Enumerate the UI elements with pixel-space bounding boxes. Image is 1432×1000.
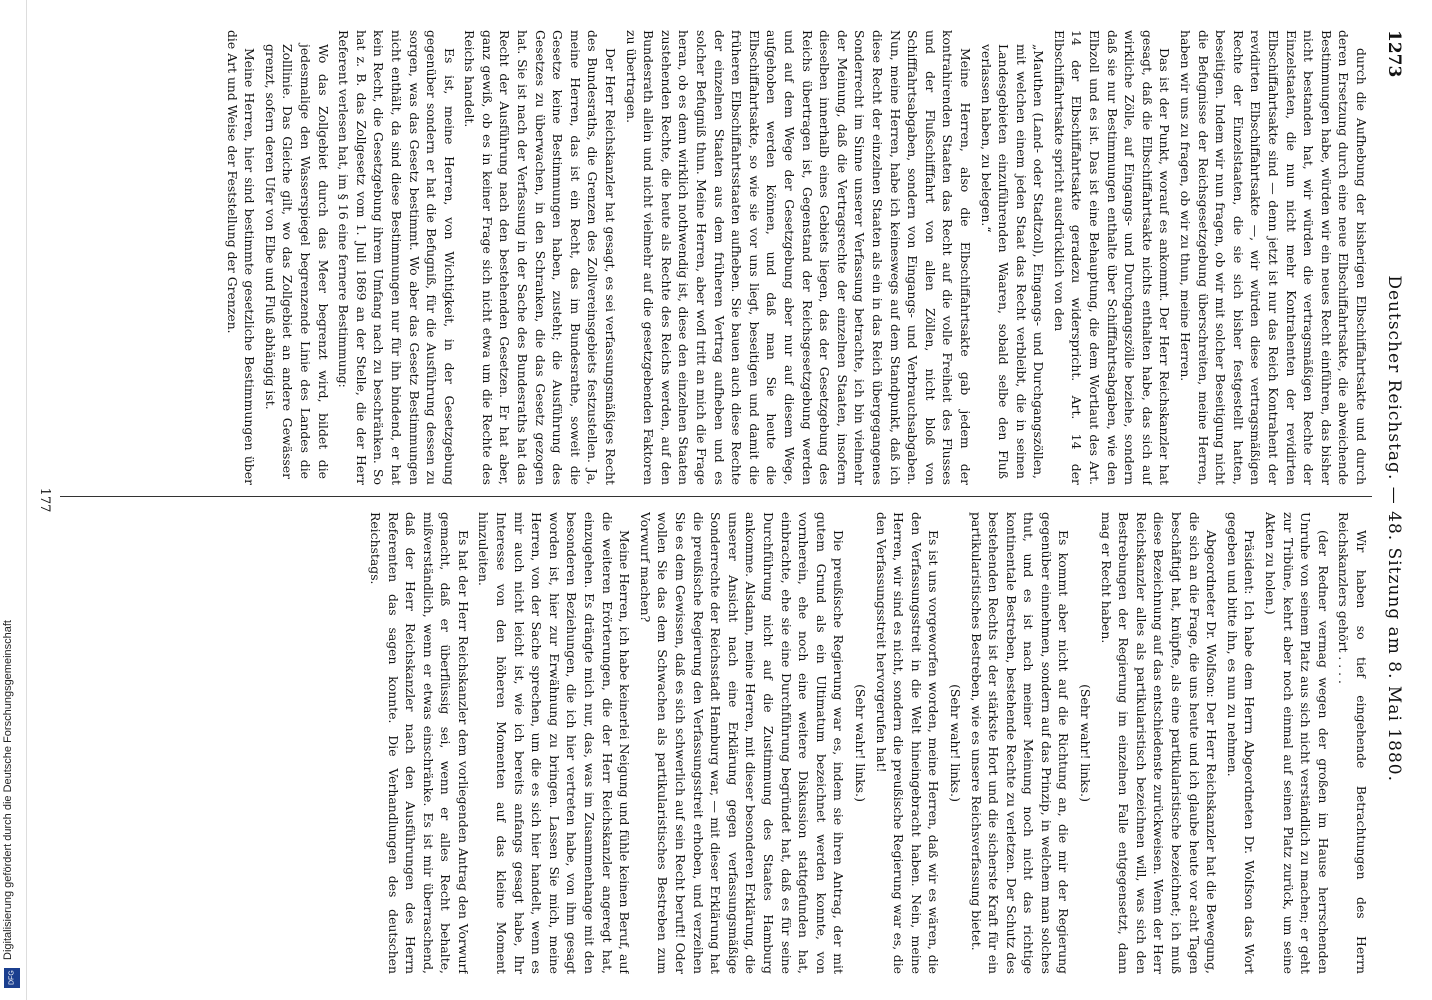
newspaper-page <box>26 0 1414 1000</box>
paragraph: Meine Herren, also die Elbschiffahrtsakte gab jedem der kontrahirenden Staaten das Recht auf die volle Freiheit des Flusses und der Flußschifffahrt von allen Zöllen, nicht bloß von Schifffahrtsabgaben, sondern von Eingangs- und Verbrauchsabgaben. Nun, meine Herren, habe ich keineswegs auf dem Standpunkt, daß ich diese Recht der einzelnen Staaten als ein in das Reich übergegangenes Sonderrecht im Sinne unserer Verfassung betrachte, ich bin vielmehr der Meinung, daß die Vertragsrechte der einzelnen Staaten, insofern dieselben innerhalb eines Gebiets liegen, das der Gesetzgebung des Reichs übertragen ist, Gegenstand der Reichsgesetzgebung werden und auf dem Wege der Gesetzgebung aber nur auf diesem Wege, aufgehoben werden können, und daß man Sie heute die Elbschiffahrtsakte, so wie sie vor uns liegt, beseitigen und damit die früheren Elbschiffahrtsstaaten aufheben. Sie bauen auch diese Rechte der einzelnen Staaten aus dem früheren Vertrag aufheben und es solcher Befugniß thun. Meine Herren, aber wofl tritt an mich die Frage heran, ob es denn wirklich nothwendig ist, diese den einzelnen Staaten zustehenden Rechte, die heute als Rechte des Reichs werden, auf den Bundesrath allein und nicht vielmehr auf die gesetzgebenden Faktoren zu übertragen. <box>623 30 973 485</box>
digitization-note: Digitalisierung gefördert durch die Deutsche Forschungsgemeinschaft <box>2 620 14 960</box>
paragraph: Die preußische Regierung war es, indem sie ihren Antrag, der mit gutem Grund als ein Ultimatum bezeichnet werden konnte, von vornherein, ehe noch eine weitere Diskussion stattgefunden hat, einbrachte, ehe sie eine Durchführung begründet hat, daß es für seine Durchführung nicht auf die Zustimmung des Staates Hamburg ankomme. Alsdann, meine Herren, mit dieser besonderen Erklärung, die unserer Ansicht nach eine Erklärung gegen verfassungsmäßige Sonderrechte der Reichsstadt Hamburg war, — mit dieser Erklärung hat die preußische Regierung den Verfassungsstreit erhoben, und verzeihen Sie es dem Gewissen, daß es sich schwerlich auf sein Recht beruft! Oder wollen Sie das dem Schwachen als partikularistisches Bestreben zum Vorwurf machen? <box>637 512 847 974</box>
page-footer <box>34 0 52 1000</box>
paragraph: Das ist der Punkt, worauf es ankommt. Der Herr Reichskanzler hat gesagt, daß die Elbschiffahrtsakte nichts enthalten habe, das sich auf wirkliche Zölle, auf Eingangs- und Durchgangszölle beziehe, sondern daß sie nur Bestimmungen enthalte über Schifffahrtsabgaben, wie den Elbzoll und es ist. Das ist eine Behauptung, die dem Wortlaut des Art. 14 der Elbschiffahrtsakte geradezu widerspricht. Art. 14 der Elbschiffahrtsakte spricht ausdrücklich von den <box>1051 30 1173 485</box>
interjection: (Sehr wahr! links.) <box>1078 684 1094 802</box>
paragraph: (der Redner vermag wegen der großen im Hause herrschenden Unruhe von seinem Platz aus sich nicht verständlich zu machen; er geht zur Tribüne, kehrt aber noch einmal auf seinen Platz zurück, um seine Akten zu holen.) <box>1263 512 1331 974</box>
footer-page-number: 177 <box>37 487 52 513</box>
interjection: (Sehr wahr! links.) <box>852 684 868 802</box>
header-page-number: 1273 <box>1384 30 1404 78</box>
paragraph: Es ist uns vorgeworfen worden, meine Herren, daß wir es wären, die den Verfassungsstreit in die Welt hineingebracht haben. Nein, meine Herren, wir sind es nicht, sondern die preußische Regierung war es, die den Verfassungsstreit hervorgerufen hat! <box>873 512 942 974</box>
paragraph: Es kommt aber nicht auf die Richtung an, die mir der Regierung gegenüber einnehmen, sondern auf das Prinzip, in welchem man solches thut, und es ist nach meiner Meinung noch nicht das richtige kontinentale Bestreben, bestehende Rechte zu verletzen. Der Schutz des bestehenden Rechts ist der stärkste Hort und die sicherste Kraft für ein partikularistisches Bestreben, wie es unsere Reichsverfassung bietet. <box>968 512 1072 974</box>
paragraph: Meine Herren, ich habe keinerlei Neigung und fühle keinen Beruf, auf die weiteren Erörterungen, die der Herr Reichskanzler angeregt hat, einzugehen. Es drängte mich nur, das, was im Zusammenhange mit den besonderen Beziehungen, die ich hier vertreten habe, von ihm gesagt worden ist, hier zur Erwähnung zu bringen. Lassen Sie mich, meine Herren, von der Sache sprechen, um die es sich hier handelt, wenn es mir auch nicht leicht ist, wie ich bereits anfangs gesagt habe, Ihr Interesse von den höheren Momenten auf das kleine Moment hinzuleiten. <box>476 512 633 974</box>
paragraph: Es hat der Herr Reichskanzler dem vorliegenden Antrag den Vorwurf gemacht, daß er überflüssig sei, wenn er alles Recht behalte, mißverständlich, wenn er etwas einschränke. Es ist mir überraschend, daß der Herr Reichskanzler nach den Ausführungen des Herrn Referenten das sagen konnte. Die Verhandlungen des deutschen Reichstags. <box>367 512 471 974</box>
paragraph: Wo das Zollgebiet durch das Meer begrenzt wird, bildet die jedesmalige den Wasserspiegel begrenzende Linie des Landes die Zolllinie. Das Gleiche gilt, wo das Zollgebiet an andere Gewässer grenzt, sofern deren Ufer von Elbe und Fluß abhängig ist. <box>262 44 331 479</box>
paragraph: Präsident: Ich habe dem Herrn Abgeordneten Dr. Wolfson das Wort gegeben und bitte ihn, es nun zu nehmen. <box>1224 512 1258 974</box>
paragraph: Der Herr Reichskanzler hat gesagt, es sei verfassungsmäßiges Recht des Bundesraths, die Grenzen des Zollvereinsgebiets festzustellen. Ja, meine Herren, das ist ein Recht, das im Bundesrathe, soweit die Gesetze keine Bestimmungen haben, zusteht; die Ausführung des Gesetzes zu überwachen, in den Schranken, die das Gesetz gezogen hat. Sie ist nach der Verfassung in der Sache des Bundesraths hat das Recht der Ausführung nach den bestehenden Gesetzen. Er hat aber, ganz gewiß, ob es in keiner Frage sich nicht etwa um die Rechte des Reichs handelt. <box>462 30 619 485</box>
dfg-logo-icon: DFG <box>4 968 20 988</box>
right-column <box>60 512 1370 974</box>
interjection: (Sehr wahr! links.) <box>947 684 963 802</box>
paragraph: Meine Herren, hier sind bestimmte gesetzliche Bestimmungen über die Art und Weise der Feststellung der Grenzen. <box>224 30 258 485</box>
paragraph: Wir haben so tief eingehende Betrachtungen des Herrn Reichskanzlers gehört . . . . <box>1336 512 1369 974</box>
digitization-sidebar <box>0 0 27 1000</box>
paragraph: Abgeordneter Dr. Wolfson: Der Herr Reichskanzler hat die Bewegung, die sich an die Frage, die uns heute und ich glaube heute vor acht Tagen beschäftigt hat, knüpfte, als eine partikularistische bezeichnet; ich muß diese Bezeichnung auf das entschiedenste zurückweisen. Wenn der Herr Reichskanzler alles als partikularistisch bezeichnen will, was sich den Bestrebungen der Regierung im einzelnen Falle entgegensetzt, dann mag er Recht haben. <box>1098 512 1220 974</box>
paragraph: „Mauthen (Land- oder Stadtzoll), Eingangs- und Durchgangszöllen, mit welchen einem jeden Staat das Recht verbleibt, die in seinen Landesgebieten einzuführenden Waaren, sobald selbe den Fluß verlassen haben, zu belegen.“ <box>978 44 1047 479</box>
left-column <box>60 30 1370 485</box>
paragraph: durch die Aufhebung der bisherigen Elbschiffahrtsakte und durch deren Ersetzung durch eine neue Elbschiffahrtsakte, die abweichende Bestimmungen habe, würden wir ein neues Recht einführen, das bisher nicht bestanden hat, wir würden die vertragsmäßigen Rechte der Einzelstaaten, die nun nicht mehr Kontrahenten der revidirten Elbschiffahrtsakte sind — denn jetzt ist nur das Reich Kontrahent der revidirten Elbschiffahrtsakte —, wir würden diese vertragsmäßigen Rechte der Einzelstaaten, die sie sich bisher festgestellt hatten, beseitigen. Indem wir nun fragen, ob wir mit solcher Beseitigung nicht die Befugnisse der Reichsgesetzgebung überschreiten, meine Herren, haben wir uns zu fragen, ob wir zu thun, meine Herren. <box>1178 30 1369 485</box>
column-divider <box>60 496 1372 497</box>
header-title: Deutscher Reichstag. — 48. Sitzung am 8. Mai 1880. <box>1384 275 1404 782</box>
page-header <box>1380 30 1408 980</box>
paragraph: Es ist, meine Herren, von Wichtigkeit, in der Gesetzgebung gegenüber sondern er hat die Befugniß, für die Ausführung dessen zu sorgen, was das Gesetz bestimmt. Wo aber das Gesetz Bestimmungen nicht enthält, da sind diese Bestimmungen nur für ihn bindend, er hat kein Recht, die Gesetzgebung ihrem Umfang nach zu beschränken. So hat z. B. das Zollgesetz vom 1. Juli 1869 an der Stelle, die der Herr Referent verlesen hat, im § 16 eine fernere Bestimmung: <box>336 30 457 485</box>
